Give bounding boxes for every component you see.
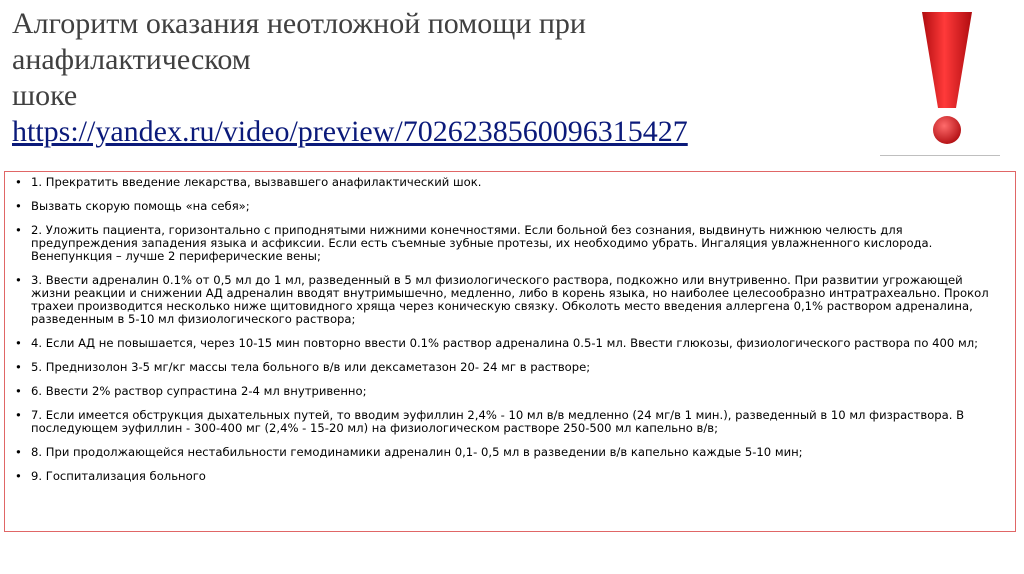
list-item: • 6. Ввести 2% раствор супрастина 2-4 мл внутривенно; <box>15 385 1005 398</box>
title-line-1: Алгоритм оказания неотложной помощи при <box>12 7 586 40</box>
list-item: • 7. Если имеется обструкция дыхательных путей, то вводим эуфиллин 2,4% - 10 мл в/в медленно (24 мг/в 1 мин.), разведенный в 10 мл физраствора. В последующем эуфиллин - 300-400 мг (2,4% - 15-20 мл) на физиологическом растворе 250-500 мл капельно в/в; <box>15 409 1005 435</box>
list-item: • 2. Уложить пациента, горизонтально с приподнятыми нижними конечностями. Если больной без сознания, выдвинуть нижнюю челюсть для предупреждения западения языка и асфиксии. Если есть съемные зубные протезы, их необходимо убрать. Ингаляция увлажненного кислорода. Венепункция – лучше 2 периферические вены; <box>15 224 1005 263</box>
list-item: • Вызвать скорую помощь «на себя»; <box>15 200 1005 213</box>
list-item: • 5. Преднизолон 3-5 мг/кг массы тела больного в/в или дексаметазон 20- 24 мг в растворе; <box>15 361 1005 374</box>
title-line-3: шоке <box>12 79 78 112</box>
list-item: • 1. Прекратить введение лекарства, вызвавшего анафилактический шок. <box>15 176 1005 189</box>
algorithm-box <box>4 171 1016 532</box>
list-item: • 4. Если АД не повышается, через 10-15 мин повторно ввести 0.1% раствор адреналина 0.5-1 мл. Ввести глюкозы, физиологического раствора по 400 мл; <box>15 337 1005 350</box>
list-item: • 9. Госпитализация больного <box>15 470 1005 483</box>
exclamation-icon <box>912 8 982 148</box>
slide-title <box>12 6 892 150</box>
list-item: • 3. Ввести адреналин 0.1% от 0,5 мл до 1 мл, разведенный в 5 мл физиологического раствора, подкожно или внутривенно. При развитии угрожающей жизни реакции и снижении АД адреналин вводят внутримышечно, медленно, либо в корень языка, но наиболее целесообразно интратрахеально. Прокол трахеи производится несколько ниже щитовидного хряща через коническую связку. Обколоть место введения аллергена 0,1% раствором адреналина, разведенным в 5-10 мл физиологического раствора; <box>15 274 1005 326</box>
title-line-2: анафилактическом <box>12 43 251 76</box>
title-divider <box>880 155 1000 156</box>
list-item: • 8. При продолжающейся нестабильности гемодинамики адреналин 0,1- 0,5 мл в разведении в/в капельно каждые 5-10 мин; <box>15 446 1005 459</box>
video-link[interactable]: https://yandex.ru/video/preview/7026238560096315427 <box>12 115 688 148</box>
